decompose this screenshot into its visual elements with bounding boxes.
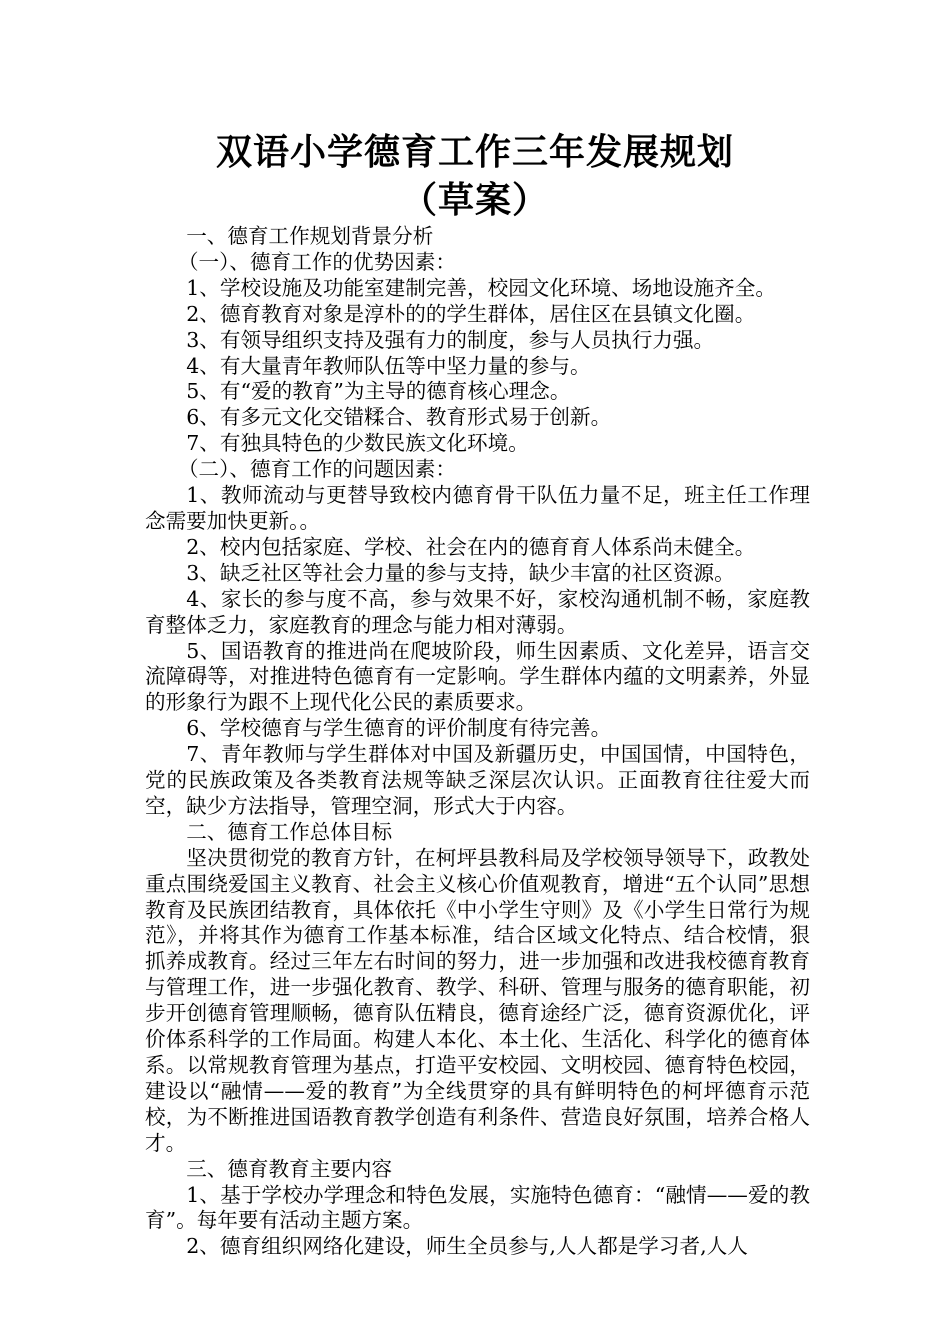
problem-item-5: 5、国语教育的推进尚在爬坡阶段，师生因素质、文化差异，语言交流障碍等，对推进特色德育有一定影响。学生群体内蕴的文明素养，外显的形象行为跟不上现代化公民的素质要求。 xyxy=(145,638,810,715)
section-heading-content: 三、德育教育主要内容 xyxy=(186,1156,393,1181)
content-item-1: 1、基于学校办学理念和特色发展，实施特色德育：“融情——爱的教育”。每年要有活动主题方案。 xyxy=(145,1182,810,1233)
content-item-2: 2、德育组织网络化建设，师生全员参与,人人都是学习者,人人 xyxy=(186,1234,748,1259)
strength-item-3: 3、有领导组织支持及强有力的制度，参与人员执行力强。 xyxy=(186,327,715,352)
section-heading-goals: 二、德育工作总体目标 xyxy=(186,819,393,844)
problem-item-3: 3、缺乏社区等社会力量的参与支持，缺少丰富的社区资源。 xyxy=(186,560,735,585)
document-body xyxy=(145,224,810,1260)
strength-item-2: 2、德育教育对象是淳朴的的学生群体，居住区在县镇文化圈。 xyxy=(186,301,756,326)
problem-item-6: 6、学校德育与学生德育的评价制度有待完善。 xyxy=(186,716,612,741)
document-subtitle: （草案） xyxy=(400,179,549,221)
strength-item-7: 7、有独具特色的少数民族文化环境。 xyxy=(186,431,529,456)
document-title: 双语小学德育工作三年发展规划 xyxy=(215,131,734,173)
strength-item-1: 1、学校设施及功能室建制完善，校园文化环境、场地设施齐全。 xyxy=(186,275,776,300)
problem-item-7: 7、青年教师与学生群体对中国及新疆历史，中国国情，中国特色，党的民族政策及各类教育法规等缺乏深层次认识。正面教育往往爱大而空，缺少方法指导，管理空洞，形式大于内容。 xyxy=(145,742,810,818)
subsection-heading-strengths: （一）、德育工作的优势因素： xyxy=(177,249,456,274)
section-heading-background: 一、德育工作规划背景分析 xyxy=(186,224,434,248)
problem-item-2: 2、校内包括家庭、学校、社会在内的德育育人体系尚未健全。 xyxy=(186,534,756,559)
problem-item-4: 4、家长的参与度不高，参与效果不好，家校沟通机制不畅，家庭教育整体乏力，家庭教育的理念与能力相对薄弱。 xyxy=(145,586,810,637)
strength-item-6: 6、有多元文化交错糅合、教育形式易于创新。 xyxy=(186,405,612,430)
problem-item-1: 1、教师流动与更替导致校内德育骨干队伍力量不足，班主任工作理念需要加快更新。。 xyxy=(145,483,810,533)
goals-paragraph: 坚决贯彻党的教育方针，在柯坪县教科局及学校领导领导下，政教处重点围绕爱国主义教育、社会主义核心价值观教育，增进“五个认同”思想教育及民族团结教育，具体依托《中小学生守则》及《小学生日常行为规范》，并将其作为德育工作基本标准，结合区域文化特点、结合校情，狠抓养成教育。经过三年左右时间的努力，进一步加强和改进我校德育教育与管理工作，进一步强化教育、教学、科研、管理与服务的德育职能，初步开创德育管理顺畅，德育队伍精良，德育途经广泛，德育资源优化，评价体系科学的工作局面。构建人本化、本土化、生活化、科学化的德育体系。以常规教育管理为基点，打造平安校园、文明校园、德育特色校园，建设以“融情——爱的教育”为全线贯穿的具有鲜明特色的柯坪德育示范校，为不断推进国语教育教学创造有利条件、营造良好氛围，培养合格人才。 xyxy=(145,845,810,1155)
strength-item-5: 5、有“爱的教育”为主导的德育核心理念。 xyxy=(186,379,571,404)
strength-item-4: 4、有大量青年教师队伍等中坚力量的参与。 xyxy=(186,353,591,378)
subsection-heading-problems: （二）、德育工作的问题因素： xyxy=(177,457,456,482)
